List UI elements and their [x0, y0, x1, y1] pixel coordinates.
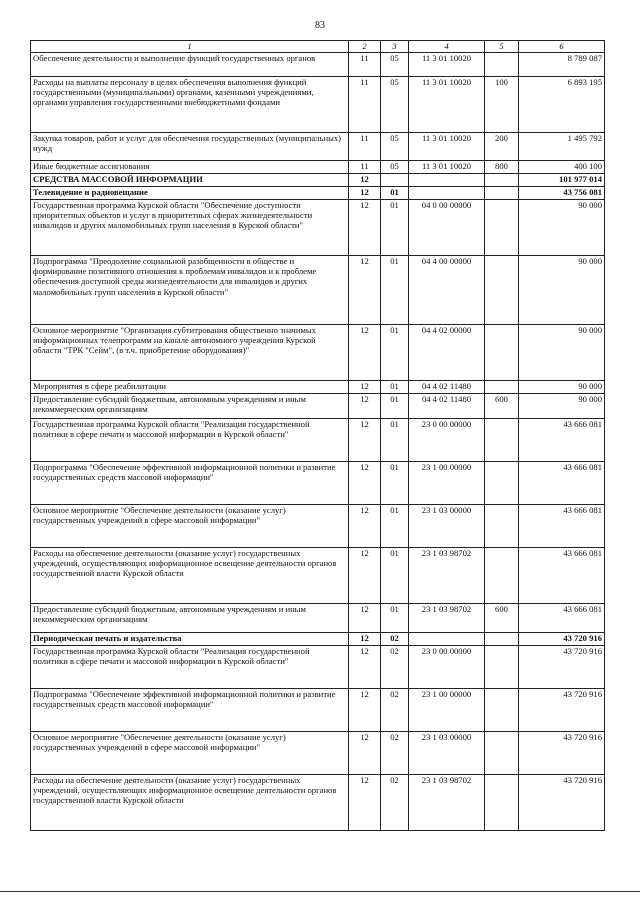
target-article-cell: 04 0 00 00000 — [409, 200, 485, 256]
target-article-cell — [409, 187, 485, 200]
amount-cell: 43 720 916 — [519, 646, 605, 689]
expense-type-cell: 600 — [485, 604, 519, 633]
expense-type-cell — [485, 689, 519, 732]
amount-cell: 43 720 916 — [519, 689, 605, 732]
amount-cell: 101 977 014 — [519, 174, 605, 187]
expense-type-cell — [485, 200, 519, 256]
row-name-cell: Государственная программа Курской области "Реализация государственной политики в сфере печати и массовой информации в Курской области" — [31, 419, 349, 462]
section-code-cell: 12 — [349, 394, 381, 419]
expense-type-cell — [485, 256, 519, 325]
target-article-cell: 11 3 01 10020 — [409, 77, 485, 133]
table-row — [31, 256, 605, 325]
table-row — [31, 775, 605, 831]
section-code-cell: 12 — [349, 256, 381, 325]
row-name-cell: Предоставление субсидий бюджетным, автономным учреждениям и иным некоммерческим организациям — [31, 604, 349, 633]
amount-cell: 43 666 081 — [519, 505, 605, 548]
target-article-cell: 11 3 01 10020 — [409, 53, 485, 77]
expense-type-cell — [485, 732, 519, 775]
section-code-cell: 12 — [349, 462, 381, 505]
amount-cell: 43 666 081 — [519, 548, 605, 604]
row-name-cell: Основное мероприятие "Обеспечение деятельности (оказание услуг) государственных учреждений в сфере массовой информации" — [31, 505, 349, 548]
section-code-cell: 11 — [349, 53, 381, 77]
subsection-code-cell: 01 — [381, 187, 409, 200]
row-name-cell: Периодическая печать и издательства — [31, 633, 349, 646]
table-row — [31, 174, 605, 187]
target-article-cell: 04 4 02 11480 — [409, 394, 485, 419]
row-name-cell: Государственная программа Курской области "Реализация государственной политики в сфере печати и массовой информации в Курской области" — [31, 646, 349, 689]
subsection-code-cell: 02 — [381, 732, 409, 775]
section-code-cell: 12 — [349, 646, 381, 689]
page-bottom-rule — [0, 891, 640, 892]
row-name-cell: Подпрограмма "Преодоление социальной разобщенности в обществе и формирование позитивного отношения к проблемам инвалидов и к проблеме обеспечения доступной среды жизнедеятельности для инвалидов и других маломобильных групп населения в Курской области" — [31, 256, 349, 325]
target-article-cell: 23 1 00 00000 — [409, 689, 485, 732]
expense-type-cell — [485, 325, 519, 381]
subsection-code-cell: 05 — [381, 161, 409, 174]
row-name-cell: Основное мероприятие "Организация субтитрования общественно значимых информационных телепрограмм на канале автономного учреждения Курской области "ТРК "Сейм", (в т.ч. приобретение оборудования)" — [31, 325, 349, 381]
expense-type-cell — [485, 646, 519, 689]
table-row — [31, 646, 605, 689]
table-row — [31, 381, 605, 394]
table-row — [31, 187, 605, 200]
target-article-cell: 11 3 01 10020 — [409, 133, 485, 161]
target-article-cell: 23 0 00 00000 — [409, 646, 485, 689]
subsection-code-cell: 01 — [381, 462, 409, 505]
section-code-cell: 12 — [349, 505, 381, 548]
amount-cell: 90 000 — [519, 381, 605, 394]
amount-cell: 43 666 081 — [519, 419, 605, 462]
row-name-cell: Основное мероприятие "Обеспечение деятельности (оказание услуг) государственных учреждений в сфере массовой информации" — [31, 732, 349, 775]
target-article-cell — [409, 174, 485, 187]
target-article-cell: 23 1 03 98702 — [409, 548, 485, 604]
column-header: 1 — [31, 41, 349, 53]
target-article-cell: 23 1 03 00000 — [409, 505, 485, 548]
page-number: 83 — [315, 20, 325, 31]
section-code-cell: 11 — [349, 161, 381, 174]
section-code-cell: 12 — [349, 689, 381, 732]
subsection-code-cell: 01 — [381, 200, 409, 256]
subsection-code-cell: 01 — [381, 505, 409, 548]
expense-type-cell — [485, 633, 519, 646]
target-article-cell: 11 3 01 10020 — [409, 161, 485, 174]
subsection-code-cell: 01 — [381, 381, 409, 394]
section-code-cell: 12 — [349, 419, 381, 462]
subsection-code-cell: 01 — [381, 604, 409, 633]
amount-cell: 90 000 — [519, 394, 605, 419]
target-article-cell — [409, 633, 485, 646]
table-row — [31, 133, 605, 161]
section-code-cell: 12 — [349, 732, 381, 775]
expense-type-cell — [485, 548, 519, 604]
amount-cell: 6 893 195 — [519, 77, 605, 133]
target-article-cell: 04 4 00 00000 — [409, 256, 485, 325]
amount-cell: 90 000 — [519, 325, 605, 381]
expense-type-cell: 200 — [485, 133, 519, 161]
section-code-cell: 12 — [349, 548, 381, 604]
row-name-cell: Расходы на выплаты персоналу в целях обеспечения выполнения функций государственными (муниципальными) органами, казенными учреждениями, органами управления государственными внебюджетными фондами — [31, 77, 349, 133]
subsection-code-cell: 05 — [381, 77, 409, 133]
expense-type-cell — [485, 775, 519, 831]
amount-cell: 90 000 — [519, 256, 605, 325]
subsection-code-cell: 01 — [381, 419, 409, 462]
table-row — [31, 732, 605, 775]
table-row — [31, 161, 605, 174]
row-name-cell: Предоставление субсидий бюджетным, автономным учреждениям и иным некоммерческим организациям — [31, 394, 349, 419]
expense-type-cell — [485, 381, 519, 394]
expense-type-cell: 600 — [485, 394, 519, 419]
subsection-code-cell: 02 — [381, 775, 409, 831]
table-row — [31, 604, 605, 633]
section-code-cell: 12 — [349, 187, 381, 200]
row-name-cell: Подпрограмма "Обеспечение эффективной информационной политики и развитие государственных средств массовой информации" — [31, 689, 349, 732]
amount-cell: 1 495 792 — [519, 133, 605, 161]
section-code-cell: 12 — [349, 325, 381, 381]
target-article-cell: 23 0 00 00000 — [409, 419, 485, 462]
table-row — [31, 633, 605, 646]
expense-type-cell — [485, 187, 519, 200]
row-name-cell: Иные бюджетные ассигнования — [31, 161, 349, 174]
table-row — [31, 200, 605, 256]
amount-cell: 43 666 081 — [519, 462, 605, 505]
amount-cell: 43 756 081 — [519, 187, 605, 200]
target-article-cell: 04 4 02 00000 — [409, 325, 485, 381]
target-article-cell: 23 1 03 00000 — [409, 732, 485, 775]
table-row — [31, 53, 605, 77]
section-code-cell: 12 — [349, 381, 381, 394]
target-article-cell: 23 1 03 98702 — [409, 775, 485, 831]
expense-type-cell — [485, 419, 519, 462]
table-row — [31, 462, 605, 505]
amount-cell: 43 666 081 — [519, 604, 605, 633]
section-code-cell: 12 — [349, 174, 381, 187]
expense-type-cell — [485, 462, 519, 505]
section-code-cell: 11 — [349, 133, 381, 161]
column-header: 6 — [519, 41, 605, 53]
expense-type-cell — [485, 505, 519, 548]
expense-type-cell: 800 — [485, 161, 519, 174]
target-article-cell: 04 4 02 11480 — [409, 381, 485, 394]
subsection-code-cell: 01 — [381, 325, 409, 381]
subsection-code-cell: 02 — [381, 689, 409, 732]
section-code-cell: 12 — [349, 604, 381, 633]
table-row — [31, 548, 605, 604]
column-header: 5 — [485, 41, 519, 53]
target-article-cell: 23 1 00 00000 — [409, 462, 485, 505]
row-name-cell: Подпрограмма "Обеспечение эффективной информационной политики и развитие государственных средств массовой информации" — [31, 462, 349, 505]
subsection-code-cell: 05 — [381, 53, 409, 77]
subsection-code-cell: 05 — [381, 133, 409, 161]
table-row — [31, 394, 605, 419]
amount-cell: 90 000 — [519, 200, 605, 256]
amount-cell: 43 720 916 — [519, 775, 605, 831]
section-code-cell: 11 — [349, 77, 381, 133]
subsection-code-cell: 01 — [381, 256, 409, 325]
amount-cell: 400 100 — [519, 161, 605, 174]
subsection-code-cell: 02 — [381, 646, 409, 689]
amount-cell: 43 720 916 — [519, 732, 605, 775]
table-row — [31, 505, 605, 548]
expense-type-cell: 100 — [485, 77, 519, 133]
column-header: 2 — [349, 41, 381, 53]
subsection-code-cell — [381, 174, 409, 187]
table-row — [31, 689, 605, 732]
amount-cell: 8 789 087 — [519, 53, 605, 77]
row-name-cell: Мероприятия в сфере реабилитации — [31, 381, 349, 394]
row-name-cell: Расходы на обеспечение деятельности (оказание услуг) государственных учреждений, осуществляющих информационное освещение деятельности органов государственной власти Курской области — [31, 548, 349, 604]
row-name-cell: Расходы на обеспечение деятельности (оказание услуг) государственных учреждений, осуществляющих информационное освещение деятельности органов государственной власти Курской области — [31, 775, 349, 831]
table-row — [31, 77, 605, 133]
subsection-code-cell: 01 — [381, 548, 409, 604]
table-row — [31, 419, 605, 462]
row-name-cell: Телевидение и радиовещание — [31, 187, 349, 200]
row-name-cell: Закупка товаров, работ и услуг для обеспечения государственных (муниципальных) нужд — [31, 133, 349, 161]
row-name-cell: Государственная программа Курской области "Обеспечение доступности приоритетных объектов и услуг в приоритетных сферах жизнедеятельности инвалидов и других маломобильных групп населения в Курской области" — [31, 200, 349, 256]
budget-table — [30, 40, 605, 831]
section-code-cell: 12 — [349, 775, 381, 831]
subsection-code-cell: 01 — [381, 394, 409, 419]
table-row — [31, 325, 605, 381]
section-code-cell: 12 — [349, 200, 381, 256]
column-header: 4 — [409, 41, 485, 53]
column-header: 3 — [381, 41, 409, 53]
target-article-cell: 23 1 03 98702 — [409, 604, 485, 633]
row-name-cell: Обеспечение деятельности и выполнение функций государственных органов — [31, 53, 349, 77]
row-name-cell: СРЕДСТВА МАССОВОЙ ИНФОРМАЦИИ — [31, 174, 349, 187]
section-code-cell: 12 — [349, 633, 381, 646]
expense-type-cell — [485, 53, 519, 77]
expense-type-cell — [485, 174, 519, 187]
amount-cell: 43 720 916 — [519, 633, 605, 646]
column-number-row — [31, 41, 605, 53]
subsection-code-cell: 02 — [381, 633, 409, 646]
